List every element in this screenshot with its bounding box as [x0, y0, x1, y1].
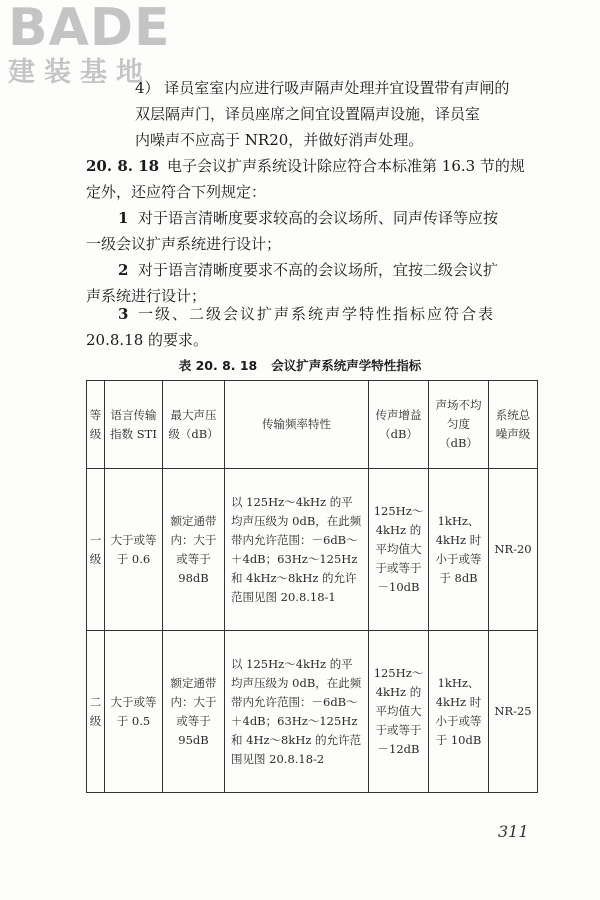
table-caption-number: 表 20. 8. 18 — [178, 358, 258, 373]
logo-word: BADE — [8, 0, 171, 58]
item2-line1: 对于语言清晰度要求不高的会议场所，宜按二级会议扩 — [138, 261, 499, 279]
table-caption — [0, 356, 600, 374]
cell-grade: 二级 — [87, 631, 105, 793]
header-sti: 语言传输指数 STI — [105, 381, 163, 469]
cell-gain: 125Hz～4kHz 的平均值大于或等于－10dB — [369, 469, 429, 631]
header-freq-response: 传输频率特性 — [225, 381, 369, 469]
cell-uniformity: 1kHz、4kHz 时小于或等于 8dB — [429, 469, 489, 631]
item2-number: 2 — [118, 261, 129, 279]
cell-freq-response: 以 125Hz～4kHz 的平均声压级为 0dB，在此频带内允许范围：－6dB～＋4dB；63Hz～125Hz 和 4Hz～8kHz 的允许范围见图 20.8.18-2 — [225, 631, 369, 793]
header-gain: 传声增益（dB） — [369, 381, 429, 469]
item1-number: 1 — [118, 209, 129, 227]
cell-sti: 大于或等于 0.5 — [105, 631, 163, 793]
item3-number: 3 — [118, 305, 129, 323]
cell-max-spl: 额定通带内：大于或等于 98dB — [163, 469, 225, 631]
table-header-row — [87, 381, 538, 469]
header-max-spl: 最大声压级（dB） — [163, 381, 225, 469]
table-row — [87, 469, 538, 631]
acoustic-spec-table — [86, 380, 538, 793]
cell-grade: 一级 — [87, 469, 105, 631]
cell-uniformity: 1kHz、4kHz 时小于或等于 10dB — [429, 631, 489, 793]
item2-line2: 声系统进行设计； — [86, 287, 207, 305]
table-caption-title: 会议扩声系统声学特性指标 — [271, 358, 422, 373]
cell-noise: NR-20 — [489, 469, 538, 631]
cell-sti: 大于或等于 0.6 — [105, 469, 163, 631]
cell-freq-response: 以 125Hz～4kHz 的平均声压级为 0dB，在此频带内允许范围：－6dB～＋4dB；63Hz～125Hz 和 4kHz～8kHz 的允许范围见图 20.8.18-1 — [225, 469, 369, 631]
item4-line1: 4） 译员室室内应进行吸声隔声处理并宜设置带有声闸的 — [135, 79, 510, 97]
table-row — [87, 631, 538, 793]
clause-line2: 定外，还应符合下列规定： — [86, 183, 267, 201]
page-number: 311 — [498, 822, 529, 841]
clause-number: 20. 8. 18 — [86, 157, 160, 175]
item3-line1: 一级、二级会议扩声系统声学特性指标应符合表 — [138, 305, 496, 323]
item4-line2: 双层隔声门，译员座席之间宜设置隔声设施，译员室 — [135, 105, 481, 123]
cell-noise: NR-25 — [489, 631, 538, 793]
item4-line3: 内噪声不应高于 NR20，并做好消声处理。 — [135, 131, 424, 149]
header-noise: 系统总噪声级 — [489, 381, 538, 469]
item1-line2: 一级会议扩声系统进行设计； — [86, 235, 282, 253]
item3-line2: 20.8.18 的要求。 — [86, 331, 209, 349]
cell-gain: 125Hz～4kHz 的平均值大于或等于－12dB — [369, 631, 429, 793]
header-grade: 等级 — [87, 381, 105, 469]
logo-subtitle: 建装基地 — [8, 57, 152, 88]
clause-line1: 电子会议扩声系统设计除应符合本标准第 16.3 节的规 — [167, 157, 525, 175]
header-uniformity: 声场不均匀度（dB） — [429, 381, 489, 469]
cell-max-spl: 额定通带内：大于或等于 95dB — [163, 631, 225, 793]
item1-line1: 对于语言清晰度要求较高的会议场所、同声传译等应按 — [138, 209, 499, 227]
